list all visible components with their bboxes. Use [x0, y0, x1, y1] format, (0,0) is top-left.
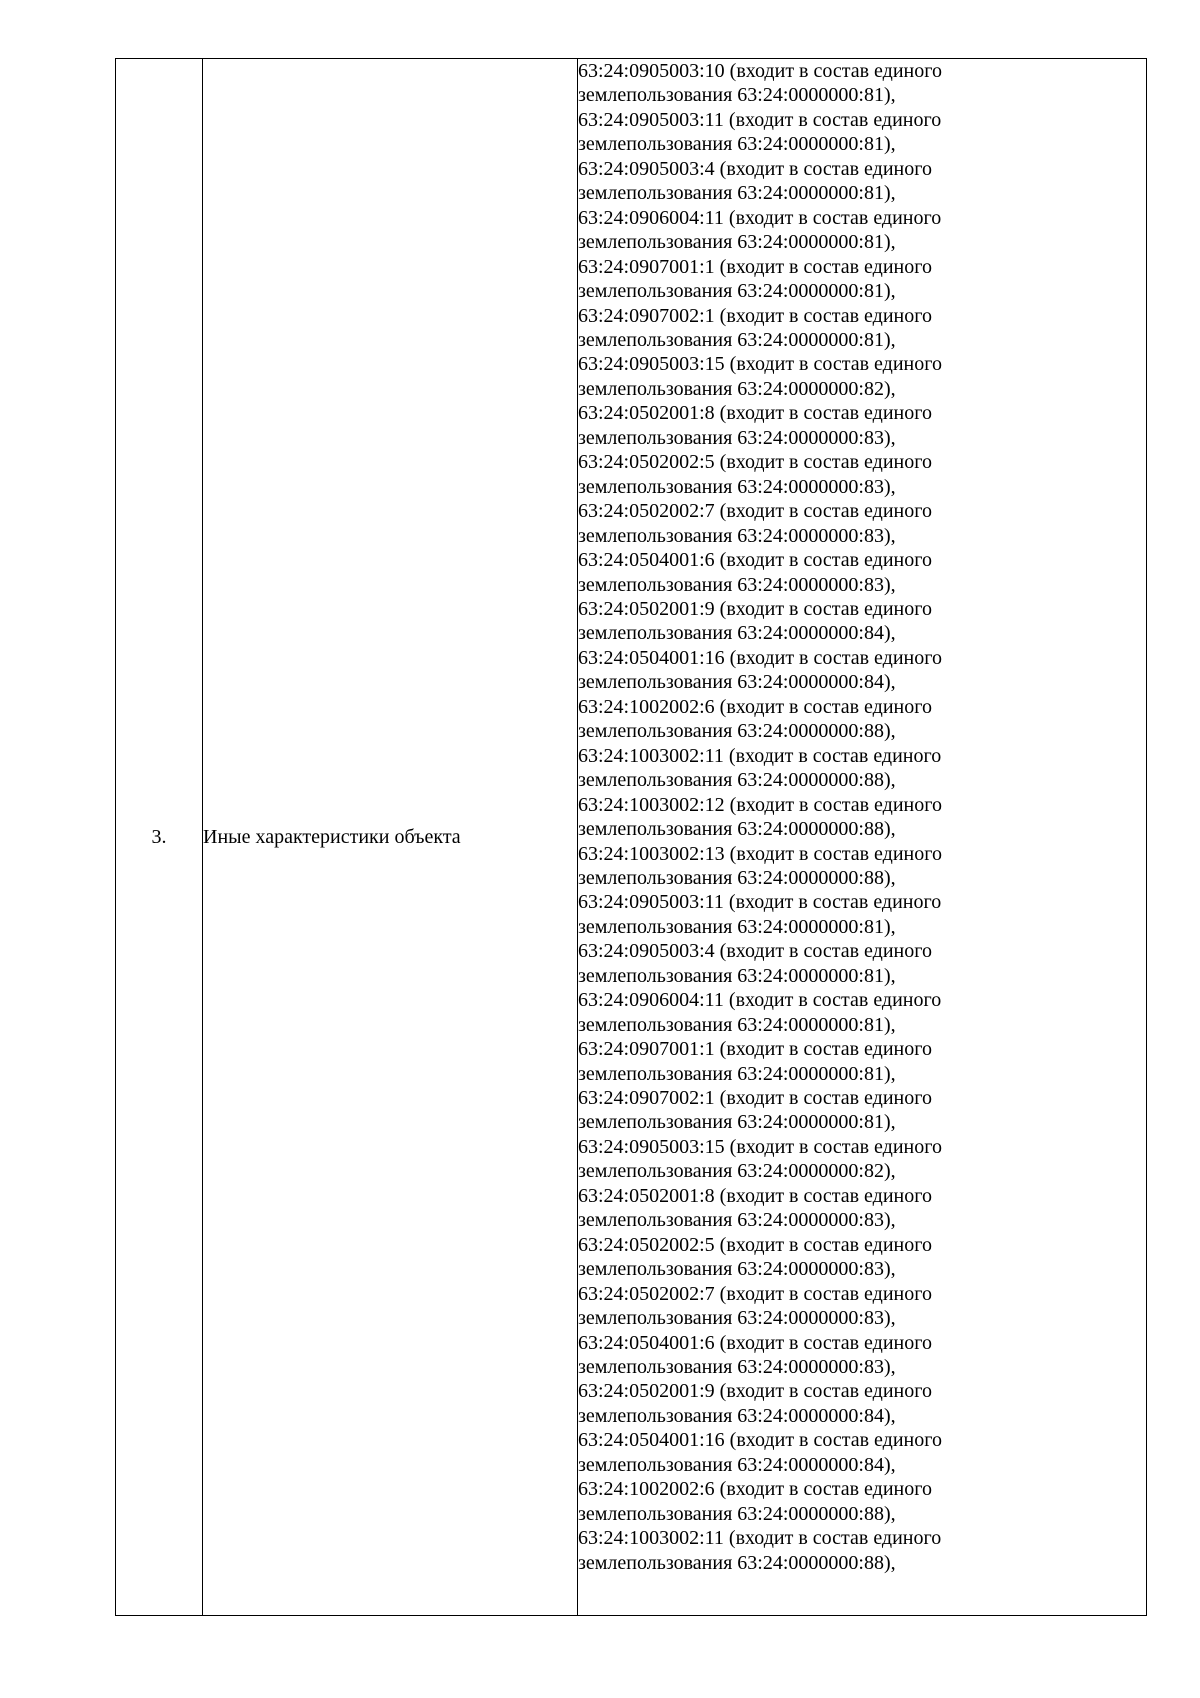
- list-item: землепользования 63:24:0000000:83),: [578, 475, 896, 498]
- list-item: 63:24:0907001:1 (входит в состав единого: [578, 1038, 932, 1061]
- list-item: землепользования 63:24:0000000:88),: [578, 818, 896, 841]
- list-item: 63:24:1003002:12 (входит в состав единого: [578, 793, 942, 816]
- characteristics-table: [115, 58, 1147, 1616]
- list-item: землепользования 63:24:0000000:84),: [578, 1453, 896, 1476]
- list-item: 63:24:0502002:5 (входит в состав единого: [578, 451, 932, 474]
- list-item: землепользования 63:24:0000000:83),: [578, 426, 896, 449]
- list-item: землепользования 63:24:0000000:82),: [578, 1160, 896, 1183]
- list-item: землепользования 63:24:0000000:81),: [578, 1062, 896, 1085]
- list-item: 63:24:1002002:6 (входит в состав единого: [578, 1478, 932, 1501]
- list-item: землепользования 63:24:0000000:83),: [578, 1209, 896, 1232]
- list-item: землепользования 63:24:0000000:88),: [578, 720, 896, 743]
- list-item: 63:24:1003002:13 (входит в состав единого: [578, 842, 942, 865]
- list-item: 63:24:0905003:11 (входит в состав единого: [578, 891, 942, 914]
- list-item: 63:24:0502001:9 (входит в состав единого: [578, 1380, 932, 1403]
- list-item: 63:24:1003002:11 (входит в состав единого: [578, 744, 942, 767]
- list-item: 63:24:0502001:9 (входит в состав единого: [578, 597, 932, 620]
- list-item: 63:24:0905003:15 (входит в состав единого: [578, 1135, 942, 1158]
- list-item: 63:24:0905003:10 (входит в состав единого: [578, 60, 942, 82]
- list-item: 63:24:0905003:11 (входит в состав единого: [578, 108, 942, 131]
- list-item: землепользования 63:24:0000000:83),: [578, 1307, 896, 1330]
- list-item: 63:24:0504001:16 (входит в состав единого: [578, 1429, 942, 1452]
- list-item: землепользования 63:24:0000000:88),: [578, 1502, 896, 1525]
- list-item: землепользования 63:24:0000000:84),: [578, 622, 896, 645]
- list-item: 63:24:0502002:7 (входит в состав единого: [578, 500, 932, 523]
- list-item: 63:24:0502001:8 (входит в состав единого: [578, 402, 932, 425]
- list-item: 63:24:0504001:6 (входит в состав единого: [578, 1331, 932, 1354]
- row-value-cell: [578, 59, 1147, 1616]
- list-item: землепользования 63:24:0000000:88),: [578, 769, 896, 792]
- list-item: землепользования 63:24:0000000:81),: [578, 964, 896, 987]
- row-number-cell: 3.: [116, 59, 203, 1616]
- list-item: землепользования 63:24:0000000:88),: [578, 866, 896, 889]
- list-item: землепользования 63:24:0000000:81),: [578, 133, 896, 156]
- list-item: 63:24:0907001:1 (входит в состав единого: [578, 255, 932, 278]
- row-name-cell: Иные характеристики объекта: [203, 59, 578, 1616]
- list-item: 63:24:0906004:11 (входит в состав единого: [578, 206, 942, 229]
- list-item: землепользования 63:24:0000000:83),: [578, 573, 896, 596]
- list-item: 63:24:0905003:4 (входит в состав единого: [578, 157, 932, 180]
- list-item: землепользования 63:24:0000000:81),: [578, 84, 896, 107]
- list-item: землепользования 63:24:0000000:81),: [578, 231, 896, 254]
- list-item: 63:24:0504001:6 (входит в состав единого: [578, 549, 932, 572]
- list-item: землепользования 63:24:0000000:81),: [578, 182, 896, 205]
- list-item: 63:24:0504001:16 (входит в состав единого: [578, 646, 942, 669]
- list-item: 63:24:1002002:6 (входит в состав единого: [578, 695, 932, 718]
- list-item: землепользования 63:24:0000000:81),: [578, 1111, 896, 1134]
- list-item: 63:24:0905003:15 (входит в состав единого: [578, 353, 942, 376]
- list-item: 63:24:0502001:8 (входит в состав единого: [578, 1184, 932, 1207]
- list-item: 63:24:0907002:1 (входит в состав единого: [578, 304, 932, 327]
- list-item: землепользования 63:24:0000000:84),: [578, 671, 896, 694]
- list-item: 63:24:0502002:5 (входит в состав единого: [578, 1233, 932, 1256]
- list-item: землепользования 63:24:0000000:83),: [578, 1356, 896, 1379]
- list-item: 63:24:0502002:7 (входит в состав единого: [578, 1282, 932, 1305]
- list-item: землепользования 63:24:0000000:81),: [578, 1013, 896, 1036]
- list-item: землепользования 63:24:0000000:82),: [578, 377, 896, 400]
- table-row: [116, 59, 1147, 1616]
- list-item: 63:24:0907002:1 (входит в состав единого: [578, 1087, 932, 1110]
- list-item: землепользования 63:24:0000000:81),: [578, 328, 896, 351]
- list-item: землепользования 63:24:0000000:83),: [578, 524, 896, 547]
- list-item: 63:24:0905003:4 (входит в состав единого: [578, 940, 932, 963]
- cadastral-list: [578, 59, 1146, 1575]
- list-item: землепользования 63:24:0000000:88),: [578, 1551, 896, 1574]
- list-item: землепользования 63:24:0000000:83),: [578, 1258, 896, 1281]
- list-item: землепользования 63:24:0000000:84),: [578, 1404, 896, 1427]
- list-item: 63:24:1003002:11 (входит в состав единого: [578, 1527, 942, 1550]
- list-item: землепользования 63:24:0000000:81),: [578, 280, 896, 303]
- list-item: 63:24:0906004:11 (входит в состав единого: [578, 989, 942, 1012]
- list-item: землепользования 63:24:0000000:81),: [578, 915, 896, 938]
